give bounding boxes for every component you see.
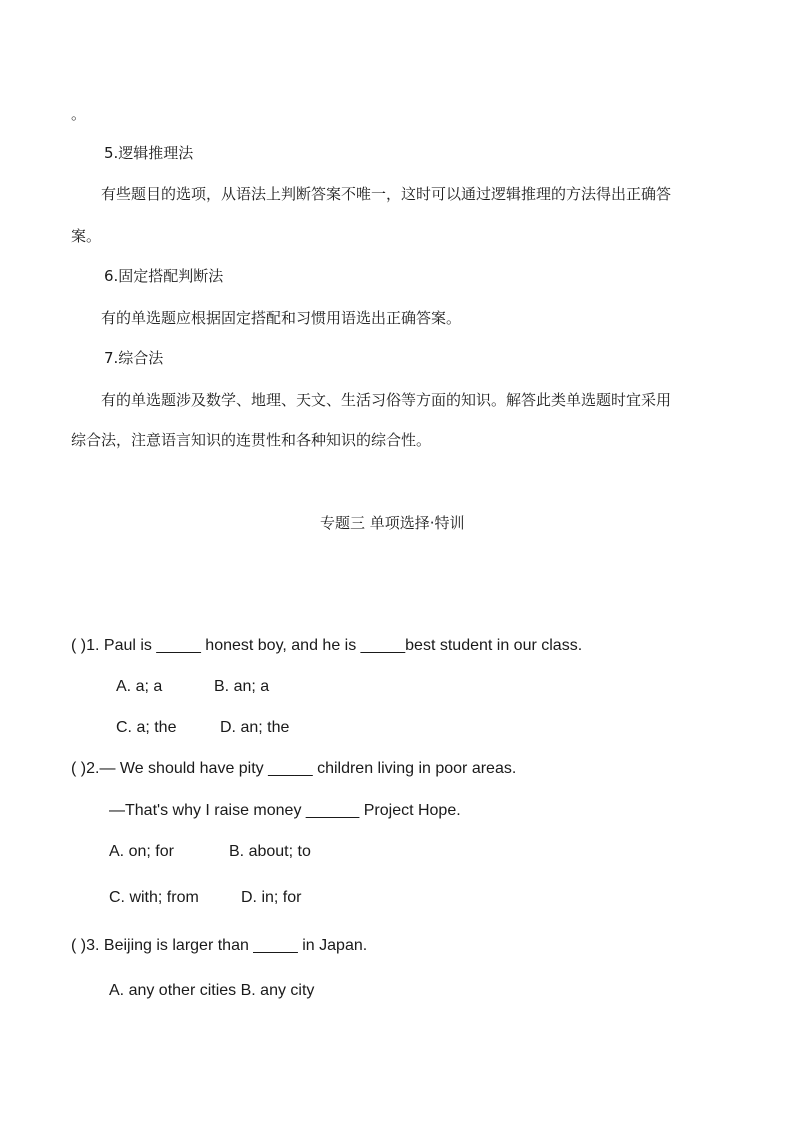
section-body-comprehensive-line2: 综合法，注意语言知识的连贯性和各种知识的综合性。 [71, 431, 432, 449]
question-1-option-d: D. an; the [220, 719, 290, 736]
section-body-logic-line1: 有些题目的选项，从语法上判断答案不唯一，这时可以通过逻辑推理的方法得出正确答 [101, 185, 672, 203]
section-body-collocation: 有的单选题应根据固定搭配和习惯用语选出正确答案。 [101, 309, 462, 327]
section-heading-collocation: 6.固定搭配判断法 [104, 267, 224, 285]
question-2-option-d: D. in; for [241, 889, 302, 906]
section-heading-logic: 5.逻辑推理法 [104, 144, 194, 162]
question-1-option-c: C. a; the [116, 719, 177, 736]
question-2-option-b: B. about; to [229, 843, 311, 860]
question-3-stem: ( )3. Beijing is larger than _____ in Japan. [71, 937, 368, 954]
question-3-options: A. any other cities B. any city [109, 982, 315, 999]
section-heading-comprehensive: 7.综合法 [104, 349, 164, 367]
section-body-logic-line2: 案。 [71, 227, 102, 245]
question-2-option-c: C. with; from [109, 889, 199, 906]
page-title: 专题三 单项选择·特训 [320, 514, 465, 532]
question-1-option-a: A. a; a [116, 678, 163, 695]
question-1-stem: ( )1. Paul is _____ honest boy, and he is _____best student in our class. [71, 637, 583, 654]
question-2-stem: ( )2.— We should have pity _____ children living in poor areas. [71, 760, 517, 777]
trailing-punctuation: 。 [71, 105, 87, 123]
question-1-option-b: B. an; a [214, 678, 270, 695]
section-body-comprehensive-line1: 有的单选题涉及数学、地理、天文、生活习俗等方面的知识。解答此类单选题时宜采用 [101, 391, 672, 409]
question-2-reply: —That's why I raise money ______ Project Hope. [109, 802, 461, 819]
question-2-option-a: A. on; for [109, 843, 174, 860]
